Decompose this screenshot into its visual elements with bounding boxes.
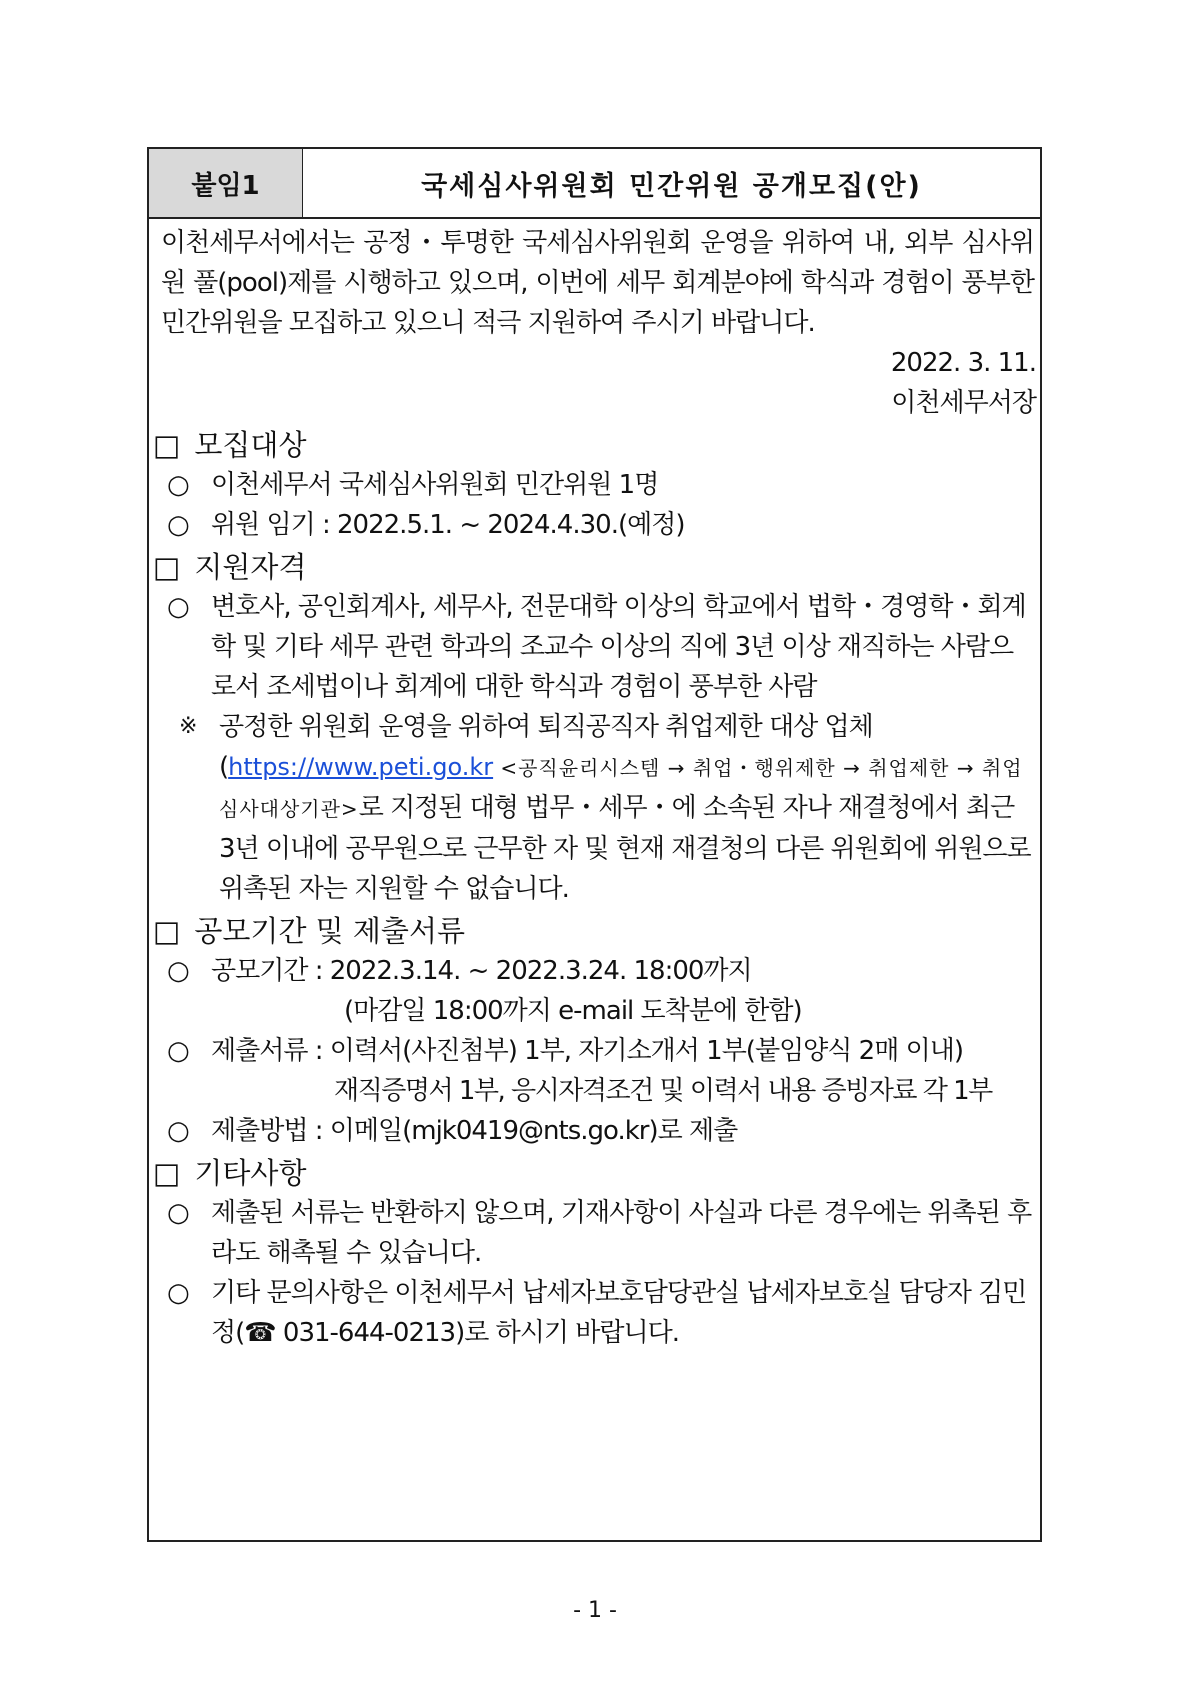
docs-line: 제출서류 : 이력서(사진첨부) 1부, 자기소개서 1부(붙임양식 2매 이내) bbox=[211, 1036, 963, 1066]
section-heading-period bbox=[149, 911, 1040, 951]
list-item bbox=[149, 1273, 1040, 1353]
section-heading-label: 모집대상 bbox=[194, 428, 307, 462]
page-number: - 1 - bbox=[573, 1598, 617, 1623]
recruit-target: 이천세무서 국세심사위원회 민간위원 1명 bbox=[211, 470, 659, 500]
circle-bullet-icon: ○ bbox=[167, 592, 189, 622]
header-row bbox=[149, 149, 1040, 219]
note-path: <공직윤리시스템 → 취업・행위제한 → 취업제한 → 취업심사대상기관> bbox=[219, 756, 1023, 821]
list-item bbox=[149, 465, 1040, 505]
circle-bullet-icon: ○ bbox=[167, 1278, 189, 1308]
office-signature: 이천세무서장 bbox=[891, 388, 1036, 418]
list-item bbox=[149, 1031, 1040, 1071]
note-text bbox=[219, 707, 1036, 909]
circle-bullet-icon: ○ bbox=[167, 470, 189, 500]
circle-bullet-icon: ○ bbox=[167, 1198, 189, 1228]
notice-frame bbox=[147, 147, 1042, 1542]
checkbox-square-icon: □ bbox=[153, 1156, 181, 1190]
peti-link[interactable]: https://www.peti.go.kr bbox=[228, 753, 494, 781]
list-item bbox=[149, 951, 1040, 991]
list-item bbox=[149, 505, 1040, 545]
checkbox-square-icon: □ bbox=[153, 914, 181, 948]
section-heading-label: 기타사항 bbox=[194, 1156, 307, 1190]
notice-body bbox=[149, 219, 1040, 1353]
checkbox-square-icon: □ bbox=[153, 550, 181, 584]
circle-bullet-icon: ○ bbox=[167, 956, 189, 986]
notice-date: 2022. 3. 11. bbox=[890, 348, 1036, 378]
section-heading-label: 지원자격 bbox=[194, 550, 307, 584]
attachment-tag: 붙임1 bbox=[149, 149, 303, 217]
intro-paragraph: 이천세무서에서는 공정・투명한 국세심사위원회 운영을 위하여 내, 외부 심사위원 풀(pool)제를 시행하고 있으며, 이번에 세무 회계분야에 학식과 경험이 풍부한 민간위원을 모집하고 있으니 적극 지원하여 주시기 바랍니다. bbox=[161, 228, 1034, 338]
docs-continuation: 재직증명서 1부, 응시자격조건 및 이력서 내용 증빙자료 각 1부 bbox=[334, 1076, 992, 1106]
section-heading-etc bbox=[149, 1153, 1040, 1193]
period-note: (마감일 18:00까지 e-mail 도착분에 한함) bbox=[344, 996, 802, 1026]
note-post: 로 지정된 대형 법무・세무・에 소속된 자나 재결청에서 최근 3년 이내에 공무원으로 근무한 자 및 현재 재결청의 다른 위원회에 위원으로 위촉된 자는 지원할 수 없습니다. bbox=[219, 793, 1031, 904]
period-line: 공모기간 : 2022.3.14. ~ 2022.3.24. 18:00까지 bbox=[211, 956, 752, 986]
recruit-term: 위원 임기 : 2022.5.1. ~ 2024.4.30.(예정) bbox=[211, 510, 685, 540]
circle-bullet-icon: ○ bbox=[167, 1116, 189, 1146]
circle-bullet-icon: ○ bbox=[167, 1036, 189, 1066]
section-heading-qualification bbox=[149, 547, 1040, 587]
section-heading-label: 공모기간 및 제출서류 bbox=[194, 914, 465, 948]
etc-item-return: 제출된 서류는 반환하지 않으며, 기재사항이 사실과 다른 경우에는 위촉된 후라도 해촉될 수 있습니다. bbox=[211, 1198, 1032, 1268]
method-line: 제출방법 : 이메일(mjk0419@nts.go.kr)로 제출 bbox=[211, 1116, 738, 1146]
list-item bbox=[149, 587, 1040, 707]
list-item bbox=[149, 1193, 1040, 1273]
qualification-note bbox=[149, 707, 1040, 909]
reference-mark-icon: ※ bbox=[179, 714, 197, 739]
list-item bbox=[149, 1111, 1040, 1151]
etc-item-contact: 기타 문의사항은 이천세무서 납세자보호담당관실 납세자보호실 담당자 김민정(☎ 031-644-0213)로 하시기 바랍니다. bbox=[211, 1278, 1027, 1348]
checkbox-square-icon: □ bbox=[153, 428, 181, 462]
page-title: 국세심사위원회 민간위원 공개모집(안) bbox=[421, 170, 922, 202]
qualification-text: 변호사, 공인회계사, 세무사, 전문대학 이상의 학교에서 법학・경영학・회계학 및 기타 세무 관련 학과의 조교수 이상의 직에 3년 이상 재직하는 사람으로서 조세법이나 회계에 대한 학식과 경험이 풍부한 사람 bbox=[211, 592, 1026, 702]
section-heading-recruit bbox=[149, 425, 1040, 465]
note-pre: 공정한 위원회 운영을 위하여 퇴직공직자 취업제한 대상 업체( bbox=[219, 712, 873, 782]
circle-bullet-icon: ○ bbox=[167, 510, 189, 540]
